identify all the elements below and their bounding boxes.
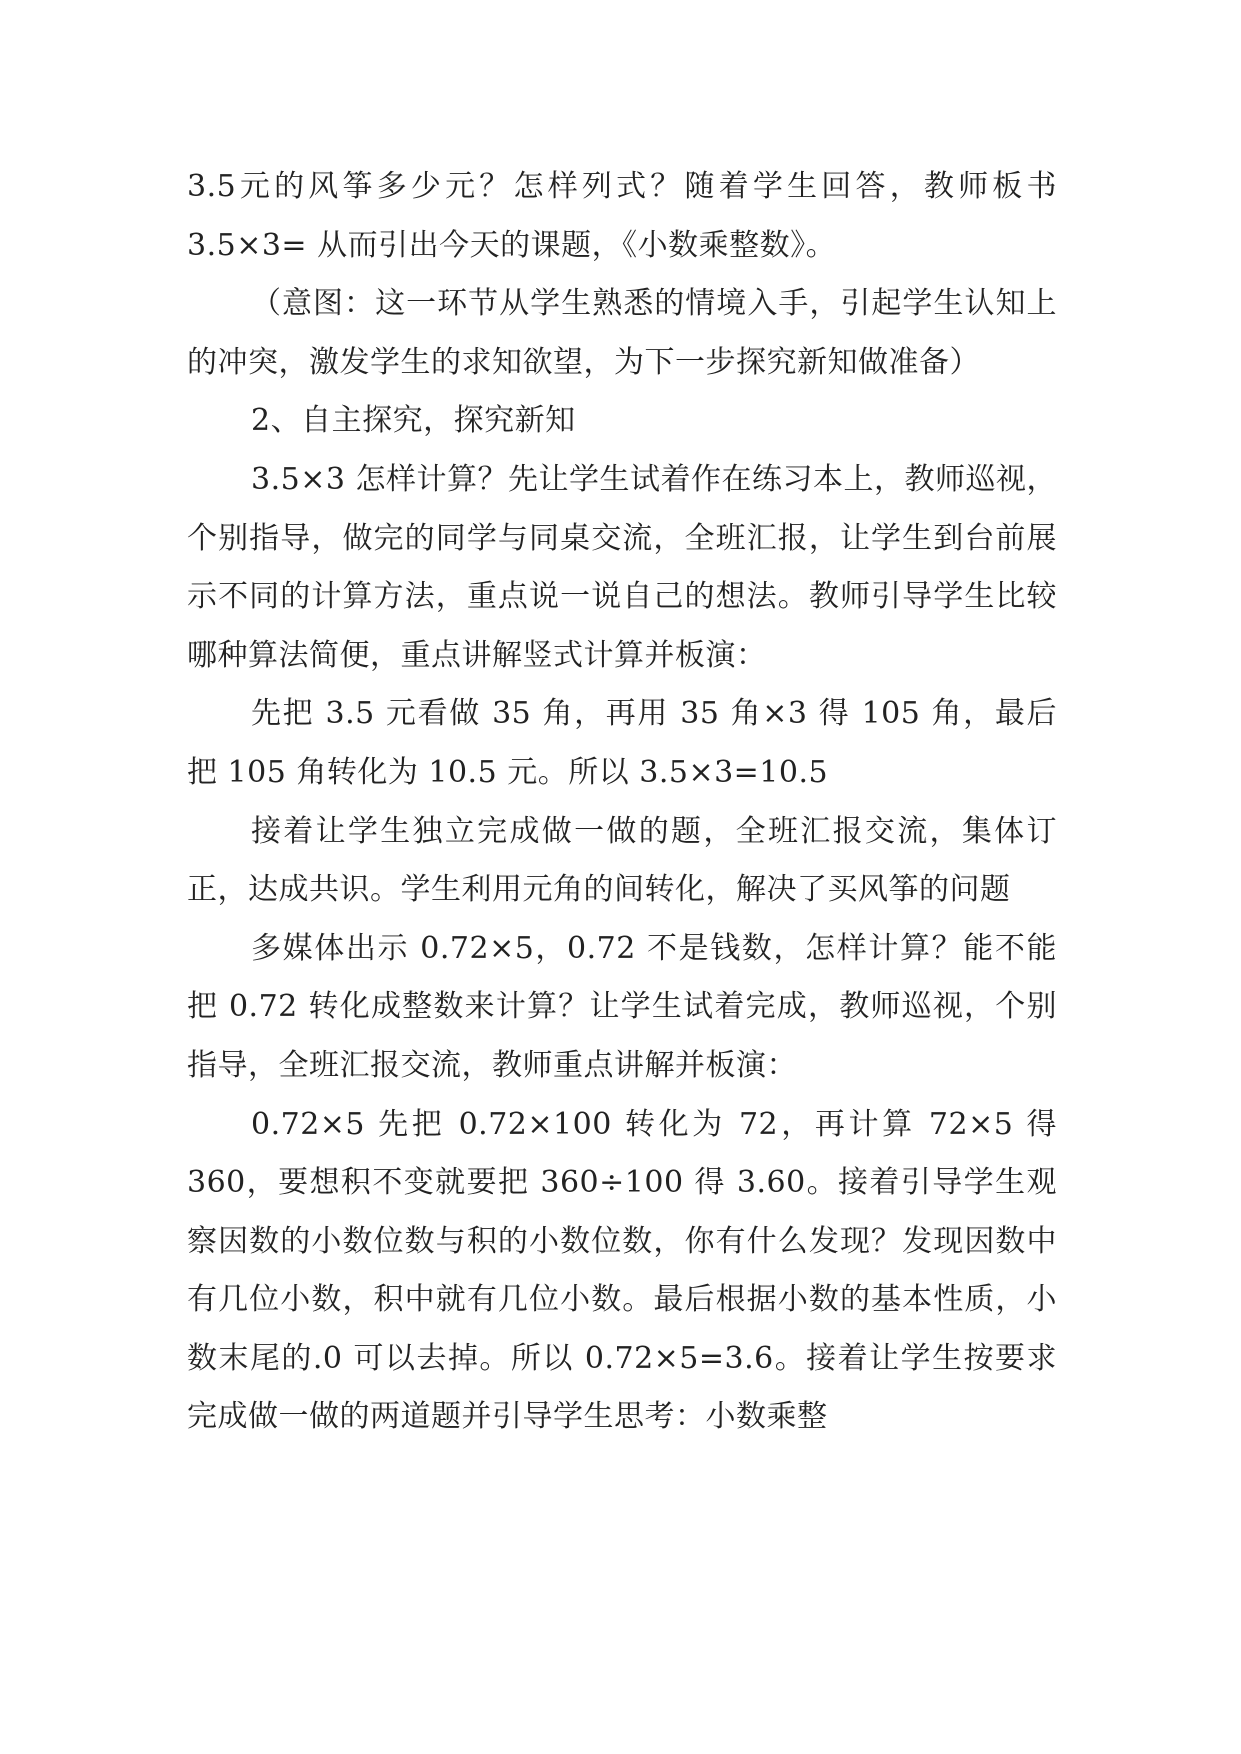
document-body: [187, 158, 1057, 1447]
paragraph-multimedia-example: 多媒体出示 0.72×5，0.72 不是钱数，怎样计算？能不能把 0.72 转化成整数来计算？让学生试着完成，教师巡视，个别指导，全班汇报交流，教师重点讲解并板演：: [187, 930, 1057, 1083]
paragraph-conversion-example: 先把 3.5 元看做 35 角，再用 35 角×3 得 105 角，最后把 105 角转化为 10.5 元。所以 3.5×3=10.5: [187, 696, 1057, 790]
paragraph-calc-method: 3.5×3 怎样计算？先让学生试着作在练习本上，教师巡视，个别指导，做完的同学与同桌交流，全班汇报，让学生到台前展示不同的计算方法，重点说一说自己的想法。教师引导学生比较哪种算法简便，重点讲解竖式计算并板演：: [187, 461, 1057, 673]
paragraph-practice: 接着让学生独立完成做一做的题，全班汇报交流，集体订正，达成共识。学生利用元角的间转化，解决了买风筝的问题: [187, 813, 1057, 908]
section-heading-explore: 2、自主探究，探究新知: [251, 403, 576, 439]
paragraph-decimal-rule: 0.72×5 先把 0.72×100 转化为 72，再计算 72×5 得 360，要想积不变就要把 360÷100 得 3.60。接着引导学生观察因数的小数位数与积的小数位数，你有什么发现？发现因数中有几位小数，积中就有几位小数。最后根据小数的基本性质，小数末尾的.0 可以去掉。所以 0.72×5=3.6。接着让学生按要求完成做一做的两道题并引导学生思考：小数乘整: [187, 1106, 1057, 1435]
paragraph-intent-note: （意图：这一环节从学生熟悉的情境入手，引起学生认知上的冲突，激发学生的求知欲望，为下一步探究新知做准备）: [187, 286, 1057, 380]
paragraph-intro-question: 3.5元的风筝多少元？怎样列式？随着学生回答，教师板书3.5×3= 从而引出今天的课题，《小数乘整数》。: [187, 169, 1057, 263]
